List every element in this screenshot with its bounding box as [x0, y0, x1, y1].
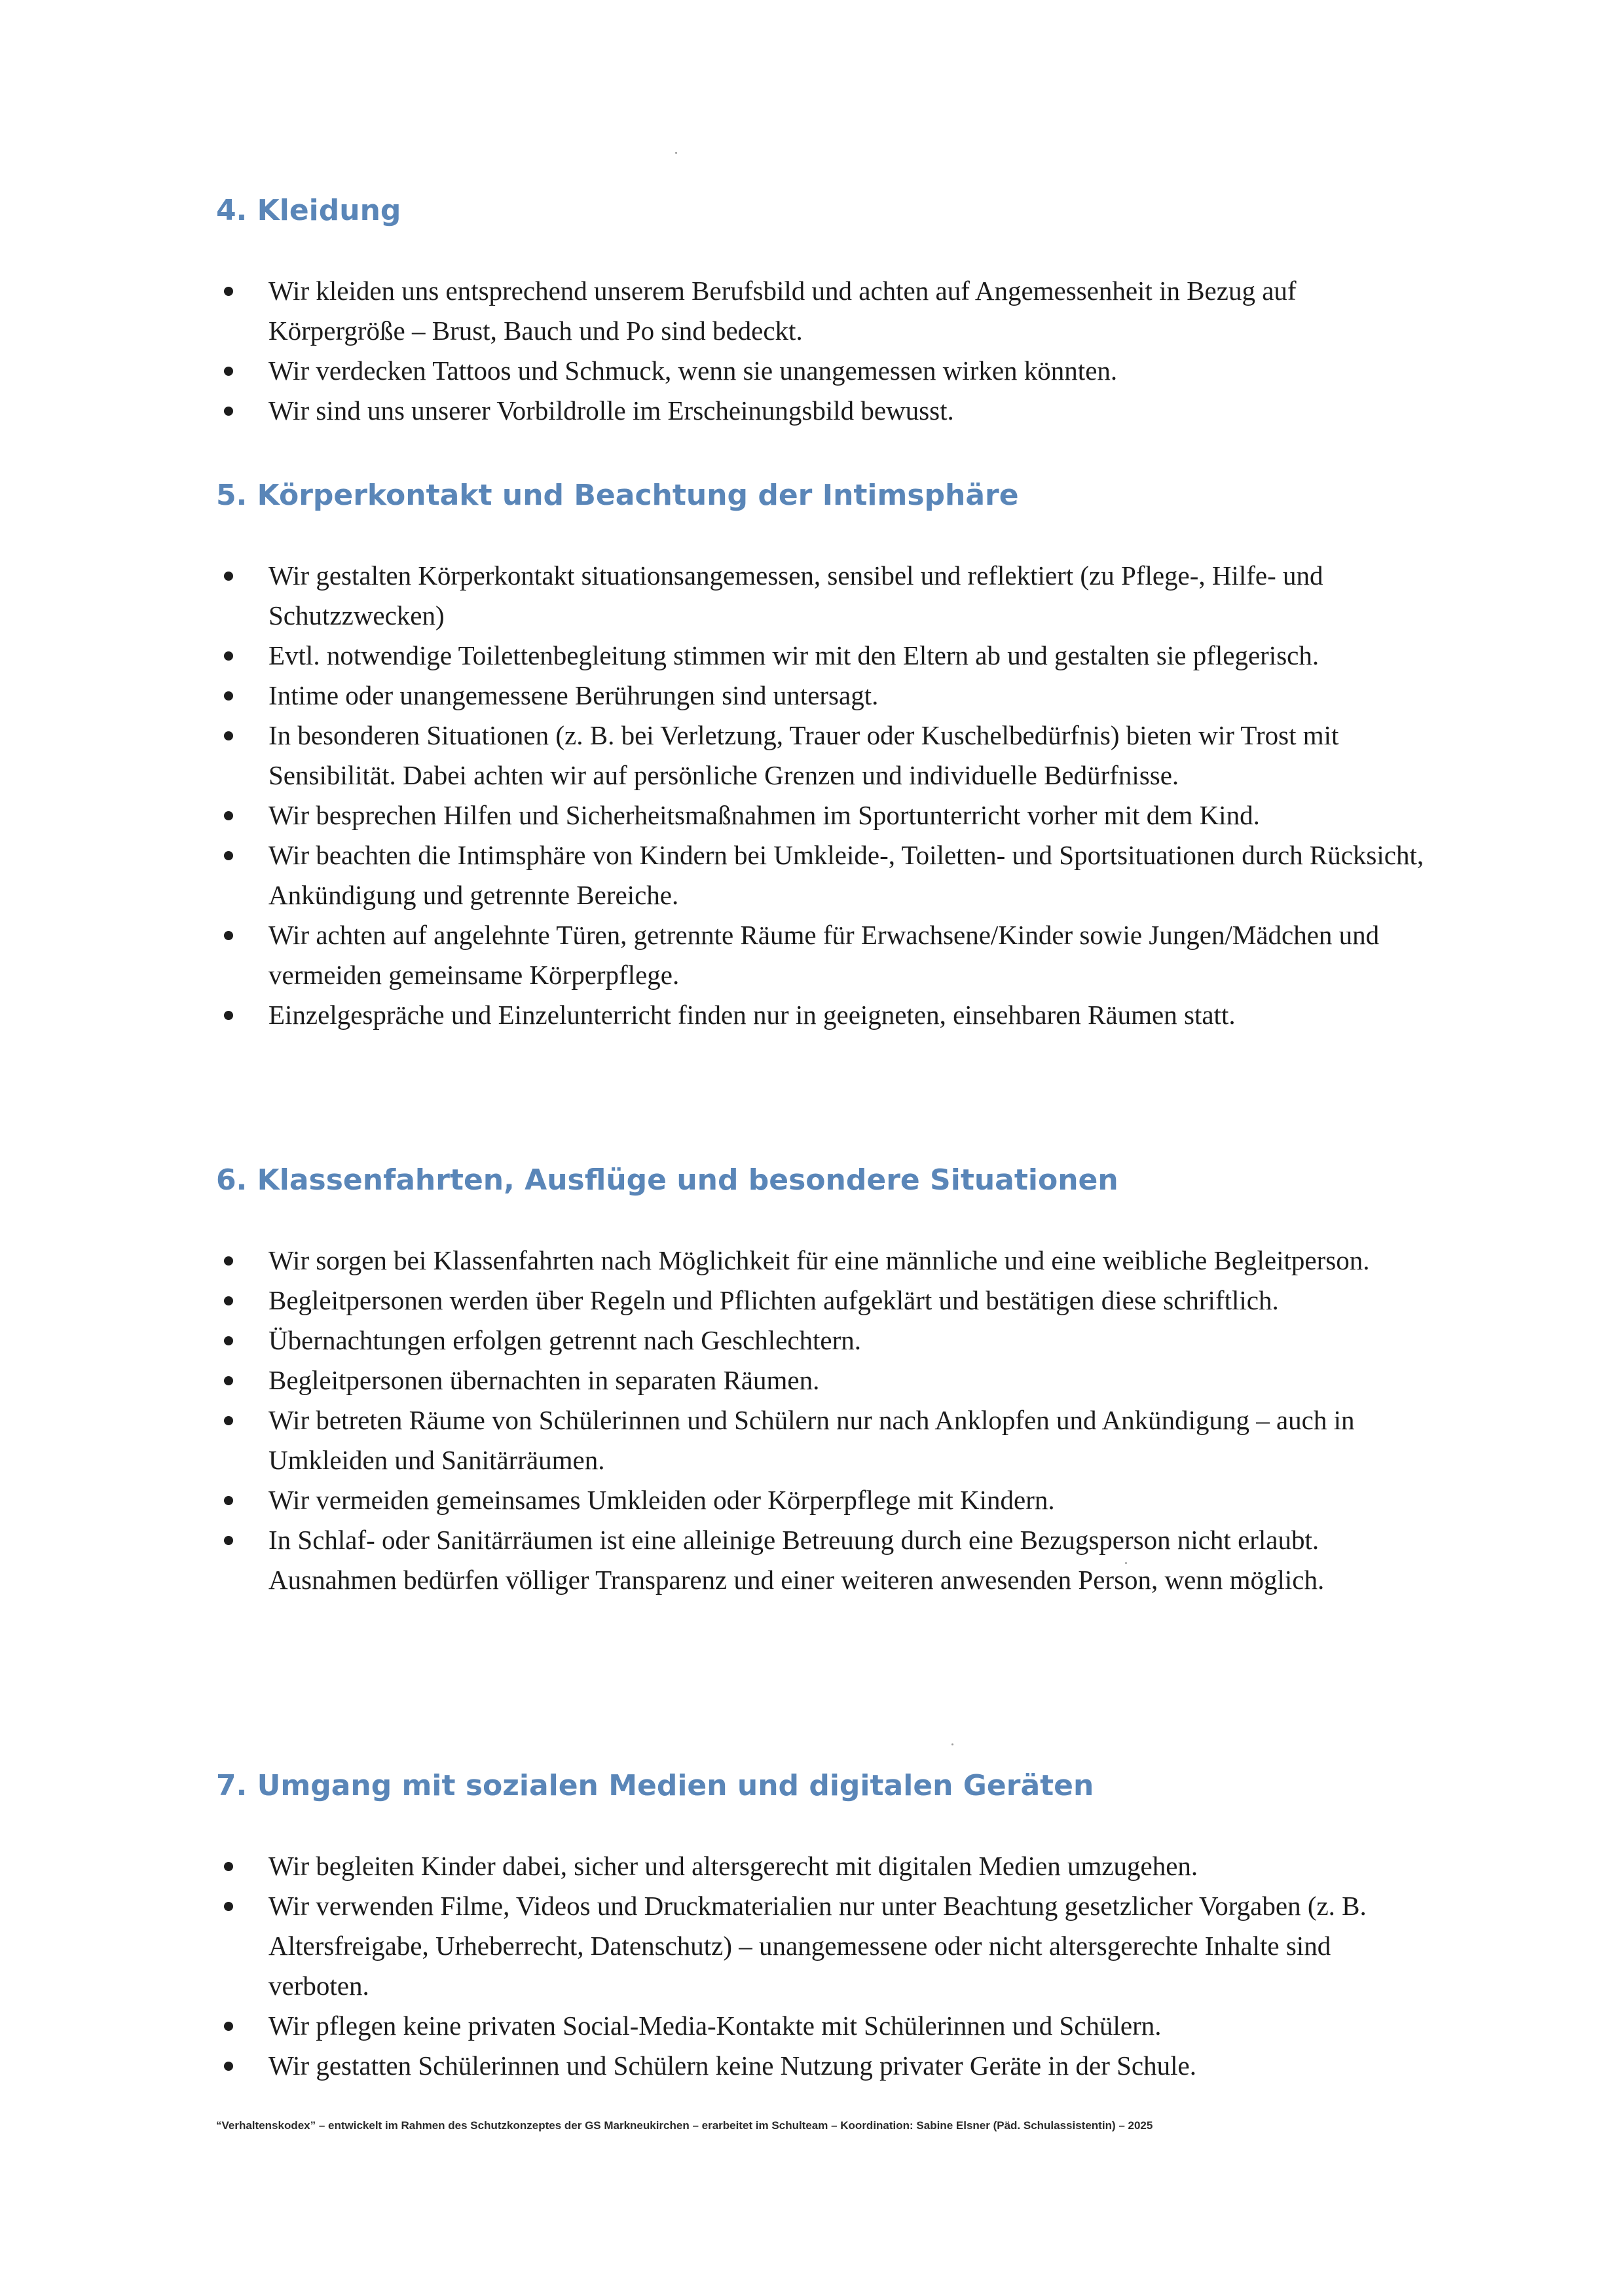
bullet-icon	[224, 1862, 233, 1871]
list-item-text: Wir begleiten Kinder dabei, sicher und altersgerecht mit digitalen Medien umzugehen.	[268, 1851, 1198, 1881]
bullet-icon	[224, 851, 233, 860]
scan-speck	[675, 152, 677, 154]
bullet-icon	[224, 1376, 233, 1385]
list-item-text: Wir sorgen bei Klassenfahrten nach Möglichkeit für eine männliche und eine weibliche Begleitperson.	[268, 1245, 1370, 1275]
section-heading: 4. Kleidung	[216, 194, 401, 227]
list-item	[216, 2006, 1428, 2046]
section-heading: 6. Klassenfahrten, Ausflüge und besondere Situationen	[216, 1163, 1118, 1197]
footer-note: “Verhaltenskodex” – entwickelt im Rahmen des Schutzkonzeptes der GS Markneukirchen – erarbeitet im Schulteam – Koordination: Sabine Elsner (Päd. Schulassistentin) – 2025	[216, 2119, 1153, 2132]
bullet-list	[216, 271, 1428, 431]
bullet-icon	[224, 572, 233, 581]
bullet-icon	[224, 1336, 233, 1345]
list-item	[216, 716, 1428, 795]
list-item-text: Wir kleiden uns entsprechend unserem Berufsbild und achten auf Angemessenheit in Bezug auf Körpergröße – Brust, Bauch und Po sind bedeckt.	[268, 276, 1297, 346]
list-item-text: Wir verwenden Filme, Videos und Druckmaterialien nur unter Beachtung gesetzlicher Vorgaben (z. B. Altersfreigabe, Urheberrecht, Datenschutz) – unangemessene oder nicht altersgerechte Inhalte sind verboten.	[268, 1891, 1367, 2001]
bullet-list	[216, 1846, 1428, 2086]
list-item	[216, 915, 1428, 995]
list-item	[216, 1241, 1428, 1281]
list-item	[216, 556, 1428, 636]
bullet-icon	[224, 407, 233, 416]
list-item-text: In Schlaf- oder Sanitärräumen ist eine alleinige Betreuung durch eine Bezugsperson nicht erlaubt. Ausnahmen bedürfen völliger Transparenz und einer weiteren anwesenden Person, wenn möglich.	[268, 1525, 1325, 1595]
list-item	[216, 1400, 1428, 1480]
bullet-icon	[224, 2062, 233, 2071]
bullet-icon	[224, 931, 233, 940]
list-item-text: Wir sind uns unserer Vorbildrolle im Erscheinungsbild bewusst.	[268, 395, 954, 426]
bullet-icon	[224, 1011, 233, 1020]
list-item	[216, 2046, 1428, 2086]
section-klassenfahrten	[216, 1161, 1428, 1600]
section-heading: 7. Umgang mit sozialen Medien und digitalen Geräten	[216, 1769, 1094, 1802]
list-item-text: In besonderen Situationen (z. B. bei Verletzung, Trauer oder Kuschelbedürfnis) bieten wir Trost mit Sensibilität. Dabei achten wir auf persönliche Grenzen und individuelle Bedürfnisse.	[268, 720, 1339, 790]
list-item-text: Wir betreten Räume von Schülerinnen und Schülern nur nach Anklopfen und Ankündigung – auch in Umkleiden und Sanitärräumen.	[268, 1405, 1355, 1475]
list-item	[216, 1360, 1428, 1400]
list-item-text: Wir besprechen Hilfen und Sicherheitsmaßnahmen im Sportunterricht vorher mit dem Kind.	[268, 800, 1260, 830]
bullet-icon	[224, 287, 233, 296]
bullet-icon	[224, 2022, 233, 2031]
list-item-text: Übernachtungen erfolgen getrennt nach Geschlechtern.	[268, 1325, 862, 1355]
list-item	[216, 351, 1428, 391]
bullet-icon	[224, 691, 233, 701]
section-soziale-medien	[216, 1766, 1428, 2086]
list-item	[216, 1321, 1428, 1360]
section-heading: 5. Körperkontakt und Beachtung der Intimsphäre	[216, 479, 1019, 512]
bullet-icon	[224, 1256, 233, 1266]
list-item-text: Wir gestatten Schülerinnen und Schülern keine Nutzung privater Geräte in der Schule.	[268, 2050, 1196, 2081]
bullet-icon	[224, 367, 233, 376]
list-item-text: Wir gestalten Körperkontakt situationsangemessen, sensibel und reflektiert (zu Pflege-, Hilfe- und Schutzzwecken)	[268, 560, 1323, 630]
list-item	[216, 1520, 1428, 1600]
section-koerperkontakt	[216, 476, 1428, 1035]
list-item-text: Wir vermeiden gemeinsames Umkleiden oder Körperpflege mit Kindern.	[268, 1485, 1055, 1515]
list-item	[216, 1480, 1428, 1520]
scan-speck	[1125, 1562, 1127, 1564]
list-item	[216, 1281, 1428, 1321]
list-item-text: Intime oder unangemessene Berührungen sind untersagt.	[268, 680, 879, 710]
bullet-icon	[224, 1416, 233, 1425]
bullet-icon	[224, 1902, 233, 1911]
scan-speck	[951, 1743, 953, 1745]
bullet-list	[216, 556, 1428, 1035]
list-item	[216, 1886, 1428, 2006]
list-item-text: Begleitpersonen werden über Regeln und Pflichten aufgeklärt und bestätigen diese schriftlich.	[268, 1285, 1279, 1315]
list-item	[216, 636, 1428, 676]
list-item	[216, 271, 1428, 351]
list-item-text: Einzelgespräche und Einzelunterricht finden nur in geeigneten, einsehbaren Räumen statt.	[268, 1000, 1236, 1030]
bullet-icon	[224, 731, 233, 740]
list-item	[216, 1846, 1428, 1886]
list-item-text: Wir pflegen keine privaten Social-Media-Kontakte mit Schülerinnen und Schülern.	[268, 2011, 1162, 2041]
section-kleidung	[216, 191, 1428, 431]
list-item	[216, 676, 1428, 716]
list-item-text: Evtl. notwendige Toilettenbegleitung stimmen wir mit den Eltern ab und gestalten sie pflegerisch.	[268, 640, 1320, 670]
bullet-icon	[224, 811, 233, 820]
list-item	[216, 835, 1428, 915]
list-item	[216, 995, 1428, 1035]
list-item-text: Wir beachten die Intimsphäre von Kindern bei Umkleide-, Toiletten- und Sportsituationen durch Rücksicht, Ankündigung und getrennte Bereiche.	[268, 840, 1424, 910]
bullet-list	[216, 1241, 1428, 1600]
list-item-text: Wir verdecken Tattoos und Schmuck, wenn sie unangemessen wirken könnten.	[268, 355, 1118, 386]
bullet-icon	[224, 1536, 233, 1545]
list-item	[216, 795, 1428, 835]
list-item-text: Wir achten auf angelehnte Türen, getrennte Räume für Erwachsene/Kinder sowie Jungen/Mädchen und vermeiden gemeinsame Körperpflege.	[268, 920, 1380, 990]
bullet-icon	[224, 1496, 233, 1505]
bullet-icon	[224, 651, 233, 661]
bullet-icon	[224, 1296, 233, 1305]
list-item-text: Begleitpersonen übernachten in separaten Räumen.	[268, 1365, 820, 1395]
list-item	[216, 391, 1428, 431]
